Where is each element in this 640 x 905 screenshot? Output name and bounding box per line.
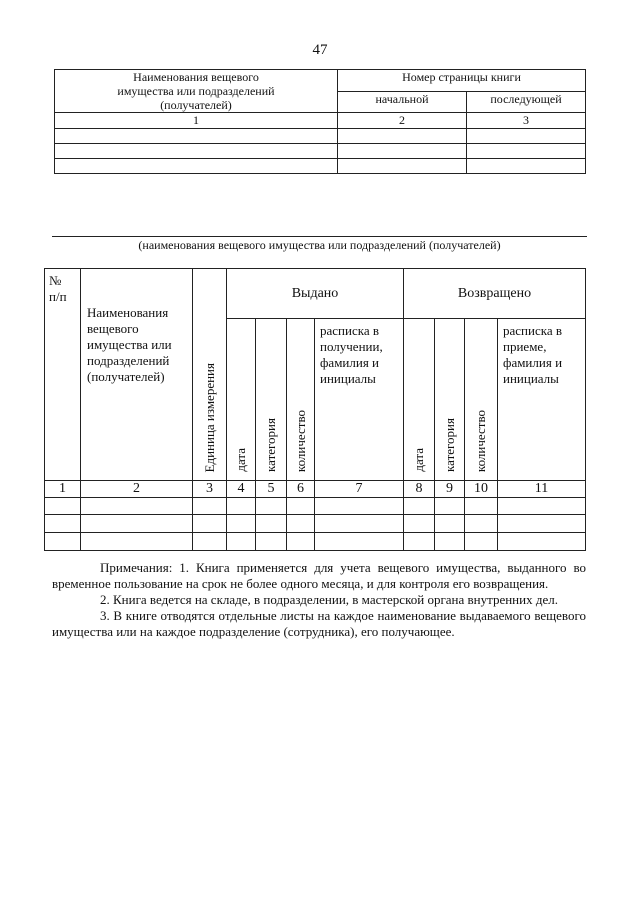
top-col-number: 1 <box>55 113 338 129</box>
issued-date-header: дата <box>227 319 256 481</box>
table-row <box>55 144 586 159</box>
issued-category-header: категория <box>256 319 287 481</box>
page-number: 47 <box>312 42 328 58</box>
col-number: 1 <box>45 481 81 498</box>
issued-header: Выдано <box>227 269 404 319</box>
col-number: 6 <box>287 481 315 498</box>
issued-receipt-header: расписка в получении, фамилия и инициалы <box>315 319 404 481</box>
col-unit-header: Единица измерения <box>193 269 227 481</box>
table-row <box>55 129 586 144</box>
table-row <box>45 533 586 551</box>
returned-header: Возвращено <box>404 269 586 319</box>
issued-quantity-header: количество <box>287 319 315 481</box>
name-caption: (наименования вещевого имущества или подразделений (получателей) <box>138 238 501 252</box>
note-1: Примечания: 1. Книга применяется для учета вещевого имущества, выданного во временное пользование на срок не более одного месяца, и для контроля его возвращения. <box>52 560 586 591</box>
name-fill-line <box>52 236 587 237</box>
top-col-number: 2 <box>338 113 467 129</box>
col-number: 8 <box>404 481 435 498</box>
top-col-number: 3 <box>467 113 586 129</box>
issue-return-table <box>44 268 586 551</box>
top-col-name-header: Наименования вещевого имущества или подразделений (получателей) <box>55 70 338 113</box>
top-col-next-header: последующей <box>467 92 586 113</box>
table-row <box>45 515 586 533</box>
col-number: 9 <box>435 481 465 498</box>
col-number: 7 <box>315 481 404 498</box>
table-row <box>45 498 586 515</box>
returned-date-header: дата <box>404 319 435 481</box>
col-number: 5 <box>256 481 287 498</box>
col-number: 10 <box>465 481 498 498</box>
col-number: 11 <box>498 481 586 498</box>
col-number: 4 <box>227 481 256 498</box>
notes <box>52 560 586 640</box>
col-no-header: № п/п <box>45 269 81 481</box>
table-row <box>55 159 586 174</box>
note-3: 3. В книге отводятся отдельные листы на каждое наименование выдаваемого вещевого имущества или на каждое подразделение (сотрудника), его получающее. <box>52 608 586 639</box>
note-2: 2. Книга ведется на складе, в подразделении, в мастерской органа внутренних дел. <box>100 592 558 607</box>
col-name-header: Наименования вещевого имущества или подразделений (получателей) <box>81 269 193 481</box>
top-col-start-header: начальной <box>338 92 467 113</box>
top-group-header: Номер страницы книги <box>338 70 586 92</box>
col-number: 3 <box>193 481 227 498</box>
returned-receipt-header: расписка в приеме, фамилия и инициалы <box>498 319 586 481</box>
returned-category-header: категория <box>435 319 465 481</box>
page-index-table <box>54 69 586 174</box>
col-number: 2 <box>81 481 193 498</box>
returned-quantity-header: количество <box>465 319 498 481</box>
